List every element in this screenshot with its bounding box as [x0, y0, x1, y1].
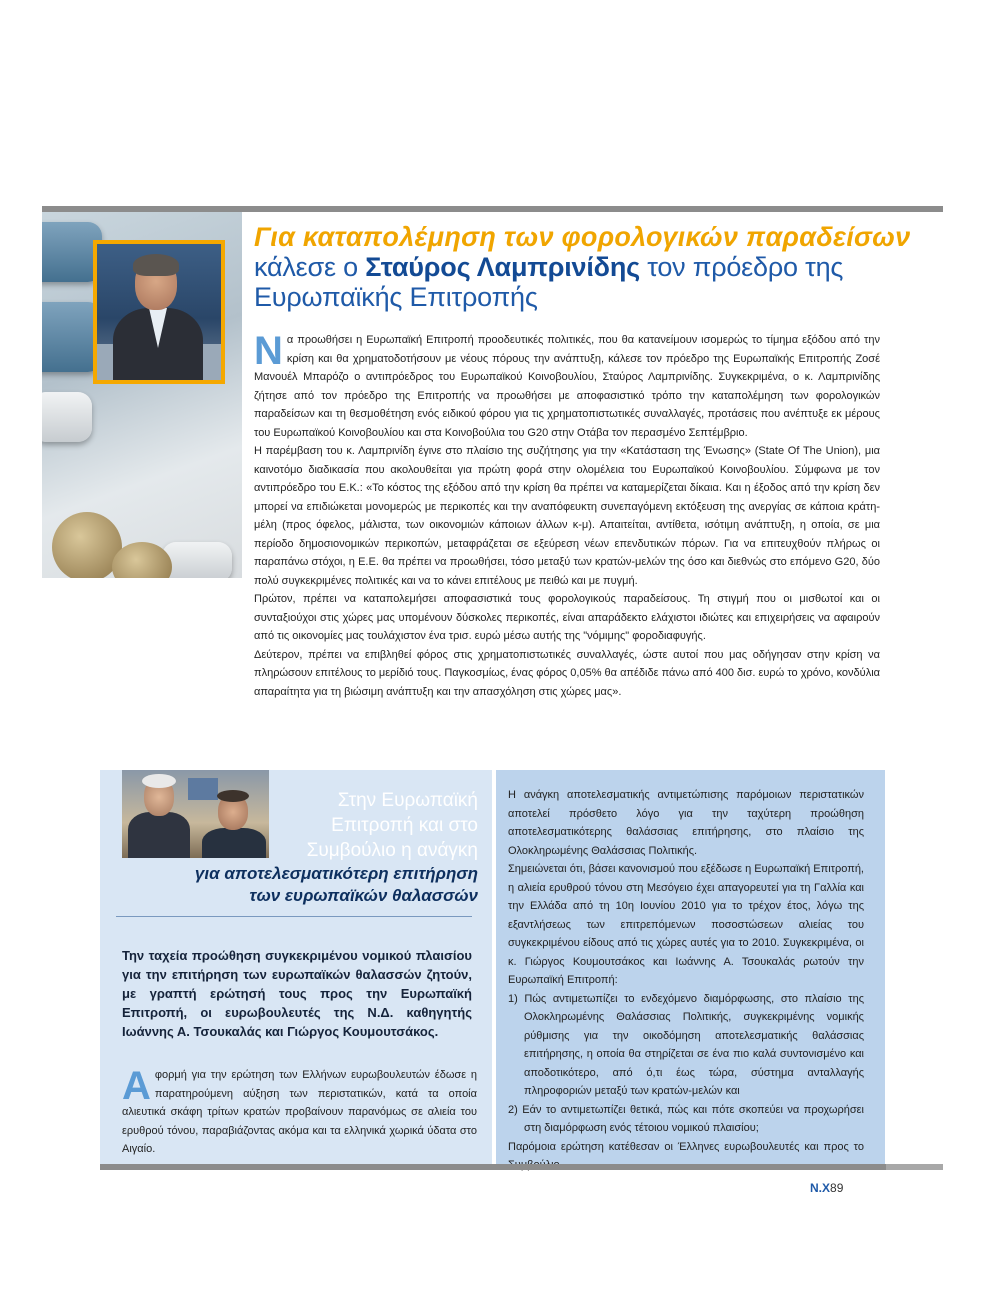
box-title-line: Συμβούλιο η ανάγκη: [306, 840, 478, 861]
question-list: [508, 990, 864, 1138]
box-title-line: Στην Ευρωπαϊκή: [337, 790, 478, 811]
box-lead: Την ταχεία προώθηση συγκεκριμένου νομικού πλαισίου για την επιτήρηση των ευρωπαϊκών θαλασσών ζητούν, με γραπτή ερώτησή τους προς την Ευρωπαϊκή Επιτροπή, οι ευρωβουλευτές της Ν.Δ. καθηγητής Ιωάννης Α. Τσουκαλάς και Γιώργος Κουμουτσάκος.: [122, 948, 472, 1039]
article-paragraph: Η παρέμβαση του κ. Λαμπρινίδη έγινε στο πλαίσιο της συζήτησης για την «Κατάσταση της Ένωσης» (State Of The Union), μια καινοτόμο διαδικασία που ακολουθείται για πρώτη φορά στην ολομέλεια του Ευρωπαϊκού Κοινοβουλίου. Σύμφωνα με τον αντιπρόεδρο του Ε.Κ.: «Το κόστος της εξόδου από την κρίση θα πρέπει να καταμερίζεται δίκαια. Και η έξοδος από την κρίση δεν μπορεί να επιδιώκεται μονομερώς με περικοπές και την αναπόφευκτη συνεπαγόμενη εκτόξευση της ανεργίας σε κάποια κράτη-μέλη (προς όφελος, μάλιστα, των οικονομιών κάποιων άλλων κ-μ). Απαιτείται, αντίθετα, ισότιμη ανάπτυξη, η οποία, σε μια περίοδο δημοσιονομικών περικοπών, μεταφράζεται σε εξεύρεση νέων επενδυτικών πόρων. Για να επιτευχθούν πλήρως οι παραπάνω στόχοι, η Ε.Ε. θα πρέπει να προωθήσει, τόσο μεταξύ των κρατών-μελών της όσο και διεθνώς στο επόμενο G20, δύο πολύ συγκεκριμένες πολιτικές και να το κάνει επιτέλους με πειθώ και με πυγμή.: [254, 445, 880, 587]
article-paragraph: Να προωθήσει η Ευρωπαϊκή Επιτροπή προοδευτικές πολιτικές, που θα κατανείμουν ισομερώς το τίμημα εξόδου από την κρίση και θα χρηματοδοτήσουν με νέους πόρους την ανάπτυξη, κάλεσε τον πρόεδρο της Ευρωπαϊκής Επιτροπής Ζοσέ Μανουέλ Μπαρόζο ο αντιπρόεδρος του Ευρωπαϊκού Κοινοβουλίου, Σταύρος Λαμπρινίδης. Συγκεκριμένα, ο κ. Λαμπρινίδης ζήτησε από τον πρόεδρο της Επιτροπής να προωθήσει με αποφασιστικό τρόπο την καταπολέμηση των φορολογικών παραδείσων και τη θεσμοθέτηση ενός ειδικού φόρου για τις χρηματοπιστωτικές συναλλαγές, προτάσεις που ανέπτυξε εκ μέρους του Ευρωπαϊκού Κοινοβουλίου και στα Κοινοβούλια του G20 στην Οτάβα τον περασμένο Σεπτέμβριο.: [254, 329, 880, 439]
headline-highlight: Για καταπολέμηση των φορολογικών παραδείσων: [254, 222, 911, 252]
article-paragraph: Δεύτερον, πρέπει να επιβληθεί φόρος στις χρηματοπιστωτικές συναλλαγές, ώστε αυτοί που μας οδήγησαν στην κρίση να πληρώσουν επιτέλους το μερίδιό τους. Παγκοσμίως, ένας φόρος 0,05% θα απέδιδε πάνω από 400 δισ. ευρώ το χρόνο, κονδύλια απαραίτητα για τη βιώσιμη ανάπτυξη και την απασχόληση στις χώρες μας».: [254, 648, 880, 698]
headline: [254, 222, 914, 312]
bottom-divider-end: [886, 1164, 943, 1170]
box-paragraph: Σημειώνεται ότι, βάσει κανονισμού που εξέδωσε η Ευρωπαϊκή Επιτροπή, η αλιεία ερυθρού τόνου στη Μεσόγειο έχει απαγορευτεί για τη Γαλλία και την Ελλάδα από τη 10η Ιουνίου 2010 για το τρέχον έτος, λόγω της εξαντλήσεως των επιτρεπόμενων ποσοστώσεων αλιείας του συγκεκριμένου είδους από τις χώρες αυτές για το 2010. Συγκεκριμένα, οι κ. Γιώργος Κουμουτσάκος και Ιωάννης Α. Τσουκαλάς ρωτούν την Ευρωπαϊκή Επιτροπή:: [508, 863, 864, 986]
folio-page: 89: [830, 1181, 844, 1195]
drop-cap: Ν: [254, 329, 283, 373]
headline-text: κάλεσε ο: [254, 252, 366, 282]
question-item: 2) Εάν το αντιμετωπίζει θετικά, πώς και πότε σκοπεύει να προχωρήσει στη διαμόρφωση ενός τέτοιου νομικού πλαισίου;: [508, 1103, 864, 1134]
box-paragraph: Η ανάγκη αποτελεσματικής αντιμετώπισης παρόμοιων περιστατικών αποτελεί πρόσθετο λόγο για την ταχύτερη προώθηση αποτελεσματικότερης θαλάσσιας επιτήρησης, στο πλαίσιο της Ολοκληρωμένης Θαλάσσιας Πολιτικής.: [508, 789, 864, 857]
box-title-line: Επιτροπή και στο: [331, 815, 478, 836]
box-paragraph: Αφορμή για την ερώτηση των Ελλήνων ευρωβουλευτών έδωσε η παρατηρούμενη αύξηση των περιστατικών, κατά τα οποία αλιευτικά σκάφη τρίτων κρατών προβαίνουν παρανόμως σε αλιεία του ερυθρού τόνου, παραβιάζοντας ακόμα και τα ελληνικά χωρικά ύδατα στο Αιγαίο.: [122, 1064, 477, 1155]
main-article: [254, 331, 880, 701]
bottom-divider: [100, 1164, 943, 1170]
headline-name: Σταύρος Λαμπρινίδης: [365, 252, 640, 282]
box-paragraph: Παρόμοια ερώτηση κατέθεσαν οι Έλληνες ευρωβουλευτές και προς το: [508, 1140, 864, 1153]
box-title-emphasis: των ευρωπαϊκών θαλασσών: [249, 886, 478, 905]
box-title: [148, 788, 478, 907]
question-item: 1) Πώς αντιμετωπίζει το ενδεχόμενο διαμόρφωσης, στο πλαίσιο της Ολοκληρωμένης Θαλάσσιας Πολιτικής, συγκεκριμένης νομικής ρύθμισης για την οικοδόμηση αποτελεσματικής θαλάσσιας επιτήρησης, η οποία θα στηρίζεται σε ένα πιο καλά συντονισμένο και αποδοτικότερο, από ό,τι έως τώρα, σύστημα ανταλλαγής πληροφοριών μεταξύ των κρατών-μελών και: [508, 992, 864, 1097]
article-paragraph: Πρώτον, πρέπει να καταπολεμήσει αποφασιστικά τους φορολογικούς παραδείσους. Τη στιγμή που οι μισθωτοί και οι συνταξιούχοι στις χώρες μας υπομένουν δύσκολες περικοπές, είναι απαράδεκτο ελάχιστοι ιδιώτες και επιχειρήσεις να αφαιρούν από τις οικονομίες μας τουλάχιστον ένα τρισ. ευρώ μέσω αυτής της "νόμιμης" φοροδιαφυγής.: [254, 593, 880, 642]
page-number: [810, 1181, 843, 1195]
headline-text-end: τον πρόεδρο της Ευρωπαϊκής Επιτροπής: [254, 252, 844, 312]
portrait-lamprinidis: [93, 240, 225, 384]
box-left-body: [122, 1066, 477, 1159]
box-right-body: [508, 786, 864, 1175]
drop-cap: Α: [122, 1064, 151, 1108]
folio-brand: Ν.Χ: [810, 1181, 831, 1195]
box-title-emphasis: για αποτελεσματικότερη επιτήρηση: [194, 864, 478, 883]
box-divider: [116, 916, 472, 917]
